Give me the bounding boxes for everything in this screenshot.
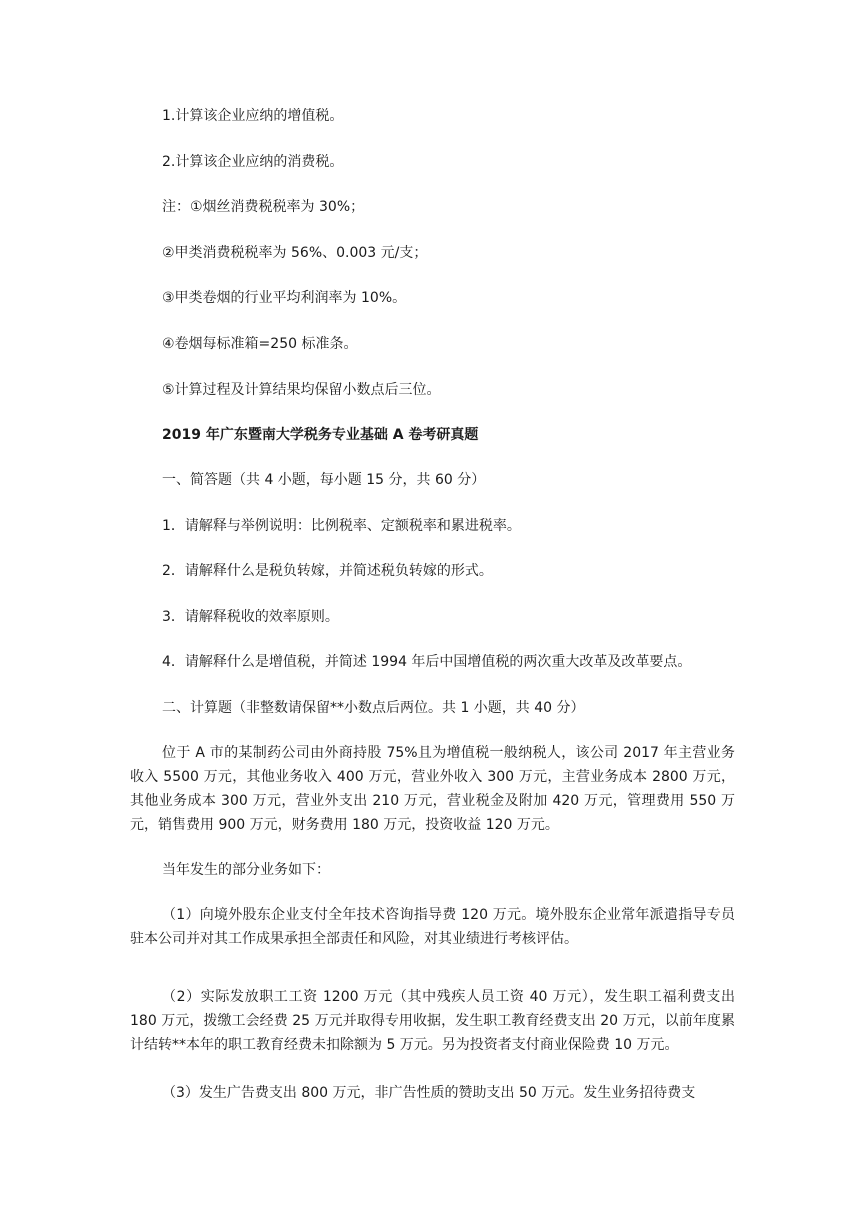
question-4: 4．请解释什么是增值税，并简述 1994 年后中国增值税的两次重大改革及改革要点。: [162, 654, 692, 670]
case-intro-paragraph: 位于 A 市的某制药公司由外商持股 75%且为增值税一般纳税人，该公司 2017 年主营业务收入 5500 万元，其他业务收入 400 万元，营业外收入 300 万元，主营业务成本 2800 万元，其他业务成本 300 万元，营业外支出 210 万元，营业税金及附加 420 万元，管理费用 550 万元，销售费用 900 万元，财务费用 180 万元，投资收益 120 万元。: [130, 745, 735, 833]
question-2: 2．请解释什么是税负转嫁，并简述税负转嫁的形式。: [162, 563, 493, 579]
question-1: 1．请解释与举例说明：比例税率、定额税率和累进税率。: [162, 518, 521, 534]
note-line-7: ⑤计算过程及计算结果均保留小数点后三位。: [162, 382, 441, 398]
note-line-4: ②甲类消费税税率为 56%、0.003 元/支；: [162, 245, 428, 261]
question-3: 3．请解释税收的效率原则。: [162, 609, 339, 625]
section1-heading: 一、简答题（共 4 小题，每小题 15 分，共 60 分）: [162, 472, 486, 488]
case-lead-line: 当年发生的部分业务如下：: [162, 862, 330, 878]
exam-title: 2019 年广东暨南大学税务专业基础 A 卷考研真题: [162, 427, 479, 443]
case-item-2: （2）实际发放职工工资 1200 万元（其中残疾人员工资 40 万元），发生职工福利费支出 180 万元，拨缴工会经费 25 万元并取得专用收据，发生职工教育经费支出 20 万元，以前年度累计结转**本年的职工教育经费未扣除额为 5 万元。另为投资者支付商业保险费 10 万元。: [130, 989, 735, 1053]
note-line-2: 2.计算该企业应纳的消费税。: [162, 154, 344, 170]
note-line-3: 注：①烟丝消费税税率为 30%；: [162, 199, 365, 215]
case-item-1: （1）向境外股东企业支付全年技术咨询指导费 120 万元。境外股东企业常年派遣指导专员驻本公司并对其工作成果承担全部责任和风险，对其业绩进行考核评估。: [130, 907, 735, 947]
note-line-6: ④卷烟每标准箱=250 标准条。: [162, 336, 358, 352]
note-line-1: 1.计算该企业应纳的增值税。: [162, 108, 344, 124]
note-line-5: ③甲类卷烟的行业平均利润率为 10%。: [162, 290, 407, 306]
section2-heading: 二、计算题（非整数请保留**小数点后两位。共 1 小题，共 40 分）: [162, 700, 585, 716]
case-item-3: （3）发生广告费支出 800 万元，非广告性质的赞助支出 50 万元。发生业务招待费支: [162, 1085, 696, 1101]
